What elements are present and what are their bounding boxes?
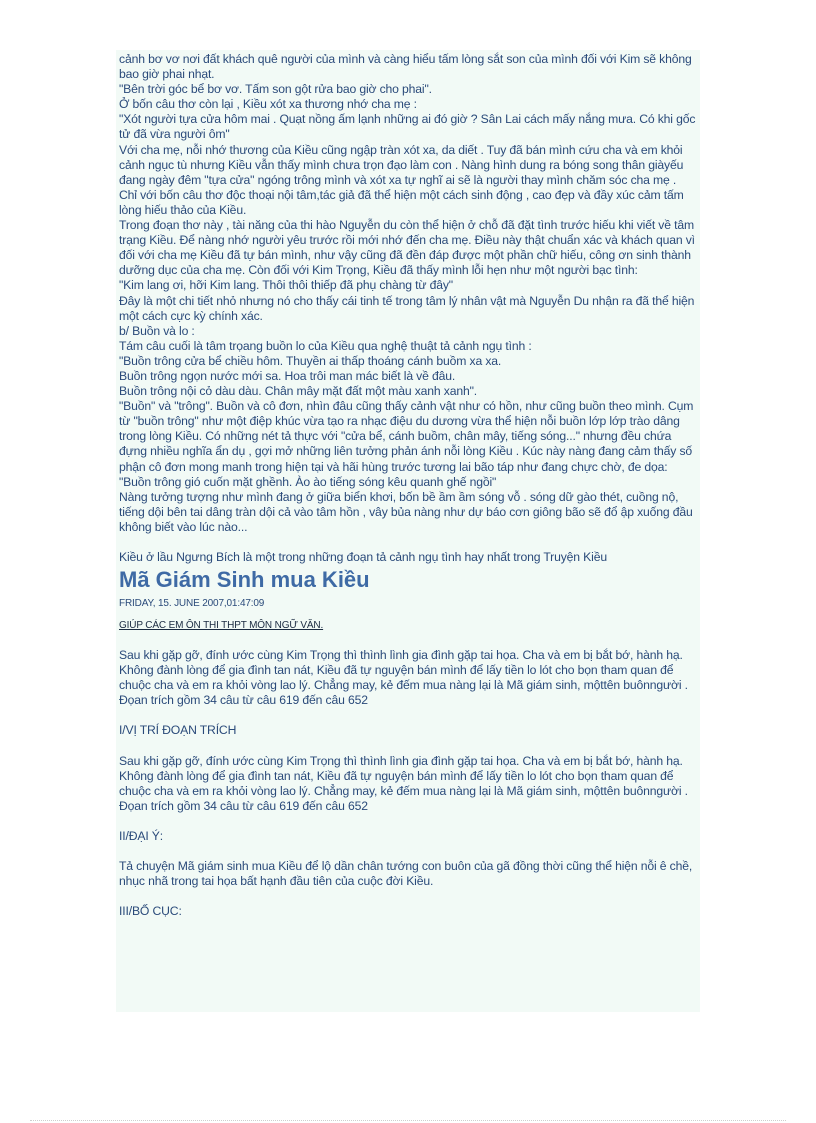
document-content	[119, 52, 697, 919]
excerpt-range: Đọan trích gồm 34 câu từ câu 619 đến câu 652	[119, 693, 368, 708]
page-bottom-rule	[30, 1120, 786, 1121]
excerpt-range-repeat: Đọan trích gồm 34 câu từ câu 619 đến câu 652	[119, 798, 368, 813]
section-heading-position: I/VỊ TRÍ ĐOẠN TRÍCH	[119, 723, 237, 738]
text-paragraph: "Buồn trông gió cuốn mặt ghềnh. Ào ào tiếng sóng kêu quanh ghế ngồi"	[119, 474, 497, 489]
text-paragraph: "Bên trời góc bể bơ vơ. Tấm son gột rửa bao giờ cho phai".	[119, 82, 432, 97]
article-title: Mã Giám Sinh mua Kiều	[119, 567, 370, 593]
summary-paragraph-repeat: Sau khi gặp gỡ, đính ước cùng Kim Trọng thì thình lình gia đình gặp tai họa. Cha và em bị bắt bớ, hành hạ. Không đành lòng để gia đình tan nát, Kiều đã tự nguyện bán mình để lấy tiền lo lót cho bọn tham quan để chuộc cha và em ra khỏi vòng lao lý. Chẳng may, kẻ đếm mua nàng lại là Mã giám sinh, mộttên buônngười .	[119, 753, 688, 798]
text-paragraph: Buồn trông ngọn nước mới sa. Hoa trôi man mác biết là về đâu.	[119, 368, 456, 383]
text-paragraph: Đây là một chi tiết nhỏ nhưng nó cho thấy cái tinh tế trong tâm lý nhân vật mà Nguyễn Du nhận ra đã thể hiện một cách cực kỳ chính xác.	[119, 293, 695, 323]
text-paragraph: "Xót người tựa cửa hôm mai . Quạt nồng ấm lạnh những ai đó giờ ? Sân Lai cách mấy nắng mưa. Có khi gốc tử đã vừa người ôm"	[119, 112, 696, 142]
text-paragraph: "Buồn" và "trông". Buồn và cô đơn, nhìn đâu cũng thấy cảnh vật như có hồn, như cũng buồn theo mình. Cụm từ "buồn trông" như một điệp khúc vừa tạo ra nhạc điệu du dương vừa thể hiện nỗi buồn lớp lớp trào dâng trong lòng Kiều. Có những nét tả thực với "cửa bể, cánh buồm, chân mây, tiếng sóng..." nhưng đều chứa đựng nhiều nghĩa ẩn dụ , gợi mở những liên tưởng phản ánh nỗi lòng Kiều . Kúc này nàng đang cảm thấy số phận cô đơn mong manh trong hiện tại và hãi hùng trước tương lai bão táp như đang chực chờ, đe dọa:	[119, 399, 694, 474]
main-idea-paragraph: Tả chuyện Mã giám sinh mua Kiều để lộ dần chân tướng con buôn của gã đồng thời cũng thể hiện nỗi ê chề, nhục nhã trong tai họa bất hạnh đầu tiên của cuộc đời Kiều.	[119, 859, 693, 889]
summary-paragraph: Sau khi gặp gỡ, đính ước cùng Kim Trọng thì thình lình gia đình gặp tai họa. Cha và em bị bắt bớ, hành hạ. Không đành lòng để gia đình tan nát, Kiều đã tự nguyện bán mình để lấy tiền lo lót cho bọn tham quan để chuộc cha và em ra khỏi vòng lao lý. Chẳng may, kẻ đếm mua nàng lại là Mã giám sinh, mộttên buônngười .	[119, 648, 688, 693]
article-date: FRIDAY, 15. JUNE 2007,01:47:09	[119, 598, 265, 610]
text-paragraph: Ở bốn câu thơ còn lại , Kiều xót xa thương nhớ cha mẹ :	[119, 97, 417, 112]
analysis-text	[119, 52, 697, 535]
section-heading-main-idea: II/ĐẠI Ý:	[119, 828, 164, 843]
text-paragraph: "Kim lang ơi, hỡi Kim lang. Thôi thôi thiếp đã phụ chàng từ đây"	[119, 278, 453, 293]
article-note: GIÚP CÁC EM ÔN THI THPT MÔN NGỮ VĂN.	[119, 620, 324, 632]
section-heading-structure: III/BỐ CỤC:	[119, 904, 182, 919]
text-paragraph: Nàng tưởng tượng như mình đang ở giữa biển khơi, bốn bề ầm ầm sóng vỗ . sóng dữ gào thét, cuồng nộ, tiếng dội bên tai dâng tràn dội cả vào tâm hồn , vây bủa nàng như dự báo cơn giông bão sẽ đổ ập xuống đầu không biết vào lúc nào...	[119, 489, 693, 534]
text-paragraph: Tám câu cuối là tâm trọang buồn lo của Kiều qua nghệ thuật tả cảnh ngụ tình :	[119, 338, 532, 353]
intro-line: Kiều ở lầu Ngưng Bích là một trong những đoạn tả cảnh ngụ tình hay nhất trong Truyện Kiều	[119, 550, 607, 564]
text-paragraph: Trong đoạn thơ này , tài năng của thi hào Nguyễn du còn thể hiện ở chỗ đã đặt tình trước hiếu khi viết về tâm trạng Kiều. Để nàng nhớ người yêu trước rồi mới nhớ đến cha mẹ. Điều này thật chuẩn xác và khách quan vì đối với cha mẹ Kiều đã tự bán mình, như vậy cũng đã đền đáp được một phần chữ hiếu, công ơn sinh thành dưỡng dục của cha mẹ. Còn đối với Kim Trọng, Kiều đã thấy mình lỗi hẹn như một người bạc tình:	[119, 218, 695, 278]
text-paragraph: "Buồn trông cửa bể chiều hôm. Thuyền ai thấp thoáng cánh buồm xa xa.	[119, 353, 502, 368]
text-paragraph: b/ Buồn và lo :	[119, 323, 195, 338]
text-paragraph: Với cha mẹ, nỗi nhớ thương của Kiều cũng ngập tràn xót xa, da diết . Tuy đã bán mình cứu cha và em khỏi cảnh ngục tù nhưng Kiều vẫn thấy mình chưa trọn đạo làm con . Nàng hình dung ra bóng song thân giàyếu đang ngày đêm "tựa cửa" ngóng trông mình và xót xa tự nghĩ ai sẽ là người thay mình chăm sóc cha mẹ . Chỉ với bốn câu thơ độc thoại nội tâm,tác giả đã thể hiện một cách sinh động , cao đẹp và đầy xúc cảm tấm lòng hiếu thảo của Kiều.	[119, 142, 684, 217]
text-paragraph: Buồn trông nội cỏ dàu dàu. Chân mây mặt đất một màu xanh xanh".	[119, 384, 478, 399]
text-paragraph: cảnh bơ vơ nơi đất khách quê người của mình và càng hiểu tấm lòng sắt son của mình đối với Kim sẽ không bao giờ phai nhạt.	[119, 52, 692, 82]
